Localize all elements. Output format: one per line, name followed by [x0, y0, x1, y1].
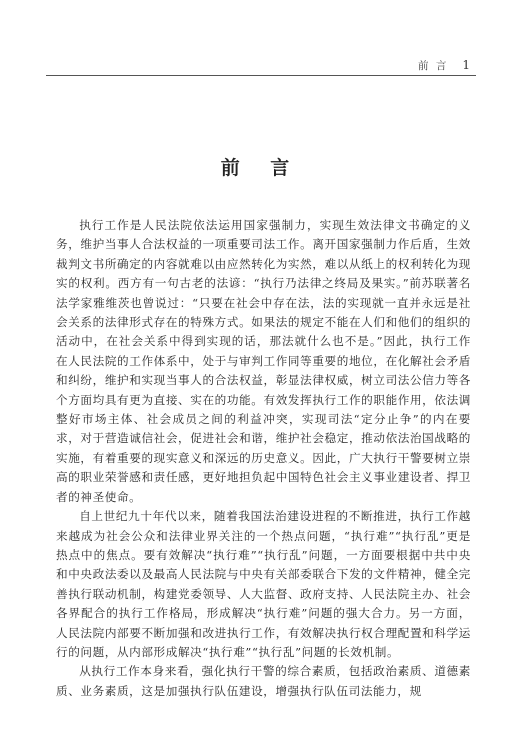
running-header — [0, 58, 470, 73]
paragraph-1: 执行工作是人民法院依法运用国家强制力，实现生效法律文书确定的义务，维护当事人合法权益的一项重要司法工作。离开国家强制力作后盾，生效裁判文书所确定的内容就难以由应然转化为实然，难以从纸上的权利转化为现实的权利。西方有一句古老的法谚：“执行乃法律之终局及果实。”前苏联著名法学家雅维茨也曾说过：“只要在社会中存在法，法的实现就一直并永远是社会关系的法律形式存在的特殊方式。如果法的规定不能在人们和他们的组织的活动中，在社会关系中得到实现的话，那法就什么也不是。”因此，执行工作在人民法院的工作体系中，处于与审判工作同等重要的地位，在化解社会矛盾和纠纷，维护和实现当事人的合法权益，彰显法律权威，树立司法公信力等各个方面均具有更为直接、实在的功能。有效发挥执行工作的职能作用，依法调整好市场主体、社会成员之间的利益冲突，实现司法“定分止争”的内在要求，对于营造诚信社会，促进社会和谐，维护社会稳定，推动依法治国战略的实施，有着重要的现实意义和深远的历史意义。因此，广大执行干警要树立崇高的职业荣誉感和责任感，更好地担负起中国特色社会主义事业建设者、捍卫者的神圣使命。 — [56, 218, 471, 504]
header-section-title: 前 言 — [418, 60, 449, 72]
header-rule — [46, 75, 476, 76]
chapter-title: 前 言 — [220, 157, 302, 179]
page-number: 1 — [462, 58, 470, 72]
paragraph-3: 从执行工作本身来看，强化执行干警的综合素质，包括政治素质、道德素质、业务素质，这是加强执行队伍建设，增强执行队伍司法能力，规 — [56, 664, 471, 698]
paragraph-2: 自上世纪九十年代以来，随着我国法治建设进程的不断推进，执行工作越来越成为社会公众和法律业界关注的一个热点问题，“执行难”“执行乱”更是热点中的焦点。要有效解决“执行难”“执行乱”问题，一方面要根据中共中央和中央政法委以及最高人民法院与中央有关部委联合下发的文件精神，健全完善执行联动机制，构建党委领导、人大监督、政府支持、人民法院主办、社会各界配合的执行工作格局，形成解决“执行难”问题的强大合力。另一方面，人民法院内部要不断加强和改进执行工作，有效解决执行权合理配置和科学运行的问题，从内部形成解决“执行难”“执行乱”问题的长效机制。 — [56, 509, 471, 659]
body-text — [56, 216, 471, 701]
